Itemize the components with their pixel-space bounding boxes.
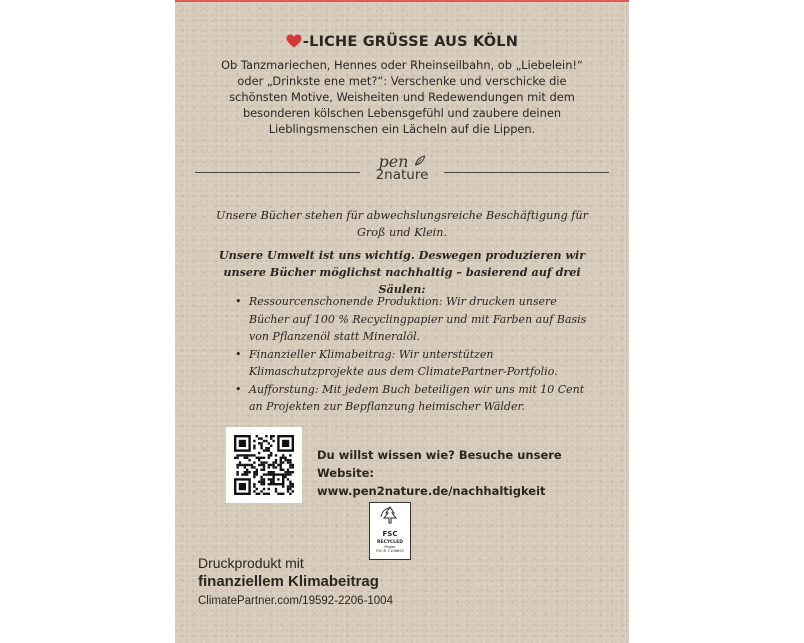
sustainability-pillars (235, 293, 595, 416)
logo-divider (195, 152, 609, 192)
website-url[interactable]: www.pen2nature.de/nachhaltigkeit (317, 484, 546, 498)
pillar-item: • Finanzieller Klimabeitrag: Wir unterstützen Klimaschutzprojekte aus dem ClimatePartner-Portfolio. (235, 346, 595, 381)
intro-paragraph: Ob Tanzmariechen, Hennes oder Rheinseilbahn, ob „Liebelein!“ oder „Drinkste ene met?“: Verschenke und verschicke die schönsten Motive, Weisheiten und Redewendungen mit dem besonderen kölschen Lebensgefühl und zaubere deinen Lieblingsmenschen ein Lächeln auf die Lippen. (221, 58, 583, 136)
fsc-recycled: RECYCLED (377, 540, 403, 545)
logo-pen: pen (378, 152, 409, 171)
headline (175, 34, 629, 52)
fsc-brand: FSC (382, 530, 398, 538)
heart-icon (286, 34, 302, 52)
fsc-code: FSC® C106692 (376, 549, 404, 553)
fsc-label (369, 502, 411, 560)
book-back-cover (175, 0, 629, 643)
fsc-tree-icon (377, 510, 403, 529)
fsc-paper: Papier (384, 545, 396, 549)
books-statement: Unsere Bücher stehen für abwechslungsreiche Beschäftigung für Groß und Klein. (216, 209, 588, 239)
pillar-item: • Aufforstung: Mit jedem Buch beteiligen wir uns mit 10 Cent an Projekten zur Bepflanzung heimischer Wälder. (235, 381, 595, 416)
qr-code-graphic (234, 435, 294, 495)
climate-footer (198, 555, 598, 607)
footer-line-2: finanziellem Klimabeitrag (198, 573, 379, 590)
footer-line-1: Druckprodukt mit (198, 555, 304, 571)
divider-rule-left (195, 172, 360, 173)
website-prompt: Du willst wissen wie? Besuche unsere Website: (317, 448, 562, 480)
qr-code[interactable] (226, 427, 302, 503)
pen2nature-logo (376, 154, 429, 183)
pillar-item: • Ressourcenschonende Produktion: Wir drucken unsere Bücher auf 100 % Recyclingpapier und mit Farben auf Basis von Pflanzenöl statt Mineralöl. (235, 293, 595, 346)
footer-line-3[interactable]: ClimatePartner.com/19592-2206-1004 (198, 595, 393, 607)
website-block (317, 446, 607, 500)
logo-2nature: 2nature (375, 167, 429, 183)
divider-rule-right (444, 172, 609, 173)
environment-statement: Unsere Umwelt ist uns wichtig. Deswegen produzieren wir unsere Bücher möglichst nachhaltig – basierend auf drei Säulen: (218, 248, 586, 296)
headline-text: -LICHE GRÜSSE AUS KÖLN (302, 34, 519, 50)
